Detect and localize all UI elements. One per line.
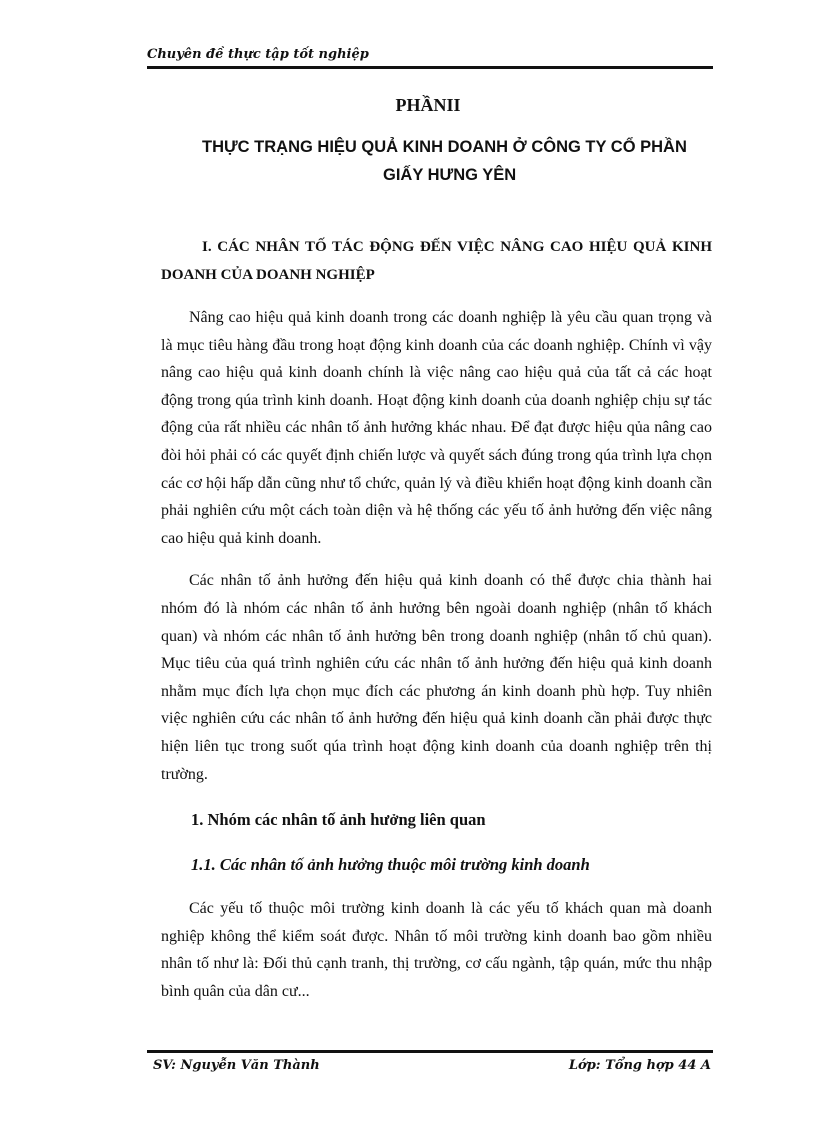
chapter-title xyxy=(185,133,745,189)
chapter-title-line2: GIẤY HƯNG YÊN xyxy=(383,166,517,184)
part-title: PHẦNII xyxy=(395,95,461,115)
footer-class: Lớp: Tổng hợp 44 A xyxy=(568,1058,711,1073)
chapter-title-line1: THỰC TRẠNG HIỆU QUẢ KINH DOANH Ở CÔNG TY CỔ PHẦN xyxy=(202,138,687,156)
paragraph-3: Các yếu tố thuộc môi trường kinh doanh là các yếu tố khách quan mà doanh nghiệp không thể kiểm soát được. Nhân tố môi trường kinh doanh bao gồm nhiều nhân tố như là: Đối thủ cạnh tranh, thị trường, cơ cấu ngành, tập quán, mức thu nhập bình quân của dân cư... xyxy=(161,900,712,1000)
paragraph-2: Các nhân tố ảnh hưởng đến hiệu quả kinh doanh có thể được chia thành hai nhóm đó là nhóm các nhân tố ảnh hưởng bên ngoài doanh nghiệp (nhân tố khách quan) và nhóm các nhân tố ảnh hưởng bên trong doanh nghiệp (nhân tố chủ quan). Mục tiêu của quá trình nghiên cứu các nhân tố ảnh hưởng đến hiệu quả kinh doanh nhằm mục đích lựa chọn mục đích các phương án kinh doanh phù hợp. Tuy nhiên việc nghiên cứu các nhân tố ảnh hưởng đến hiệu quả kinh doanh cần phải được thực hiện liên tục trong suốt qúa trình hoạt động kinh doanh của doanh nghiệp trên thị trường. xyxy=(161,572,712,783)
body-content xyxy=(161,233,712,1005)
subheading-1-1: 1.1. Các nhân tố ảnh hưởng thuộc môi trường kinh doanh xyxy=(191,855,590,875)
paragraph-1: Nâng cao hiệu quả kinh doanh trong các doanh nghiệp là yêu cầu quan trọng và là mục tiêu hàng đầu trong hoạt động kinh doanh của các doanh nghiệp. Chính vì vậy nâng cao hiệu quả kinh doanh chính là việc nâng cao hiệu quả của tất cả các hoạt động trong qúa trình kinh doanh. Hoạt động kinh doanh của doanh nghiệp chịu sự tác động của rất nhiều các nhân tố ảnh hưởng khác nhau. Để đạt được hiệu qủa nâng cao đòi hỏi phải có các quyết định chiến lược và quyết sách đúng trong qúa trình lựa chọn các cơ hội hấp dẫn cũng như tổ chức, quản lý và điều khiển hoạt động kinh doanh cần phải nghiên cứu một cách toàn diện và hệ thống các yếu tố ảnh hưởng đến việc nâng cao hiệu quả kinh doanh. xyxy=(161,309,712,547)
footer-student: SV: Nguyễn Văn Thành xyxy=(153,1058,320,1073)
footer-rule xyxy=(147,1050,713,1053)
header-rule xyxy=(147,66,713,69)
subheading-1: 1. Nhóm các nhân tố ảnh hưởng liên quan xyxy=(191,810,486,830)
page-header: Chuyên đề thực tập tốt nghiệp xyxy=(147,47,369,62)
section-heading: I. CÁC NHÂN TỐ TÁC ĐỘNG ĐẾN VIỆC NÂNG CAO HIỆU QUẢ KINH DOANH CỦA DOANH NGHIỆP xyxy=(161,239,712,283)
